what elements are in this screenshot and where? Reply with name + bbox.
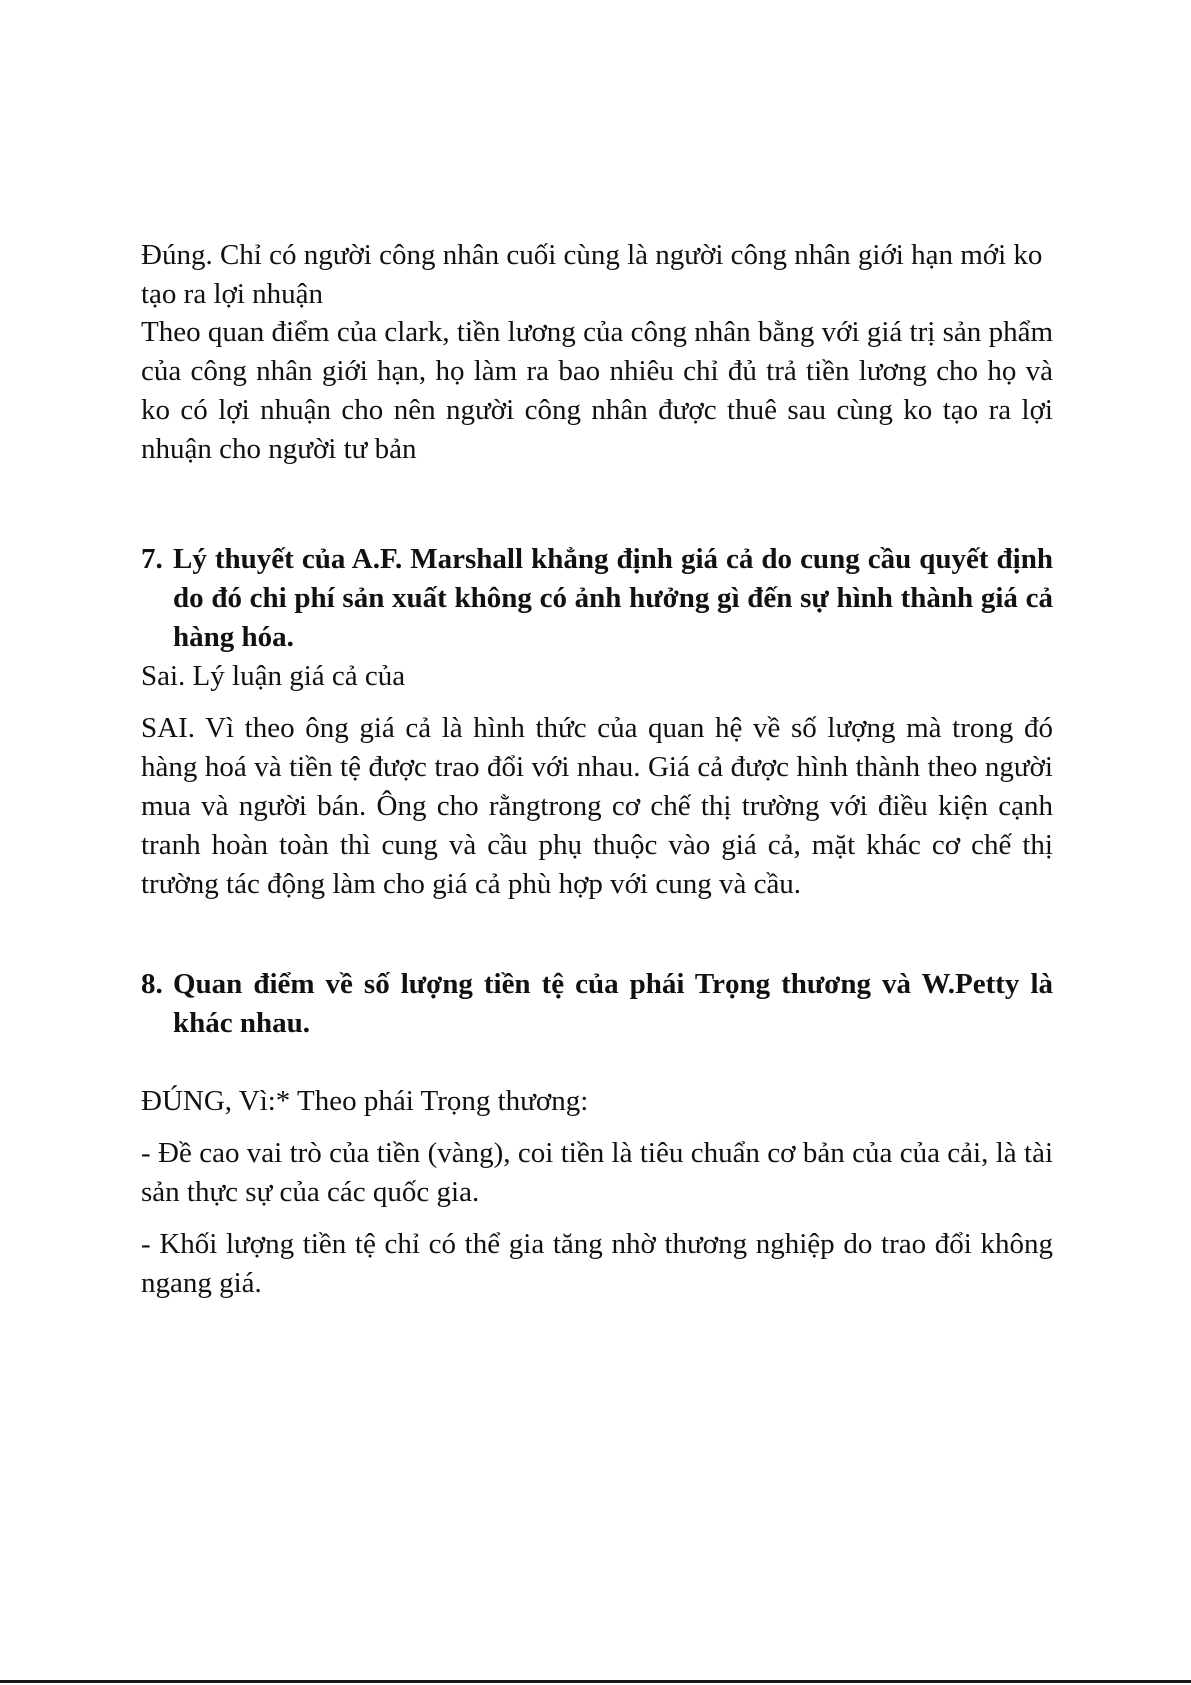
- section6-explanation: Theo quan điểm của clark, tiền lương của công nhân bằng với giá trị sản phẩm của công nhân giới hạn, họ làm ra bao nhiêu chỉ đủ trả tiền lương cho họ và ko có lợi nhuận cho nên người công nhân được thuê sau cùng ko tạo ra lợi nhuận cho người tư bản: [141, 316, 1053, 465]
- question-8-number: 8.: [141, 968, 163, 1000]
- question-7-short-answer: Sai. Lý luận giá cả của: [141, 660, 406, 692]
- section6-verdict: Đúng. Chỉ có người công nhân cuối cùng là người công nhân giới hạn mới ko tạo ra lợi nhuận: [141, 239, 1043, 310]
- question-7-explanation: SAI. Vì theo ông giá cả là hình thức của quan hệ về số lượng mà trong đó hàng hoá và tiền tệ được trao đổi với nhau. Giá cả được hình thành theo người mua và người bán. Ông cho rằngtrong cơ chế thị trường với điều kiện cạnh tranh hoàn toàn thì cung và cầu phụ thuộc vào giá cả, mặt khác cơ chế thị trường tác động làm cho giá cả phù hợp với cung và cầu.: [141, 712, 1053, 900]
- bottom-divider: [0, 1680, 1191, 1683]
- question-8-point: - Khối lượng tiền tệ chỉ có thể gia tăng nhờ thương nghiệp do trao đổi không ngang giá.: [141, 1228, 1053, 1299]
- question-8-answer-intro: ĐÚNG, Vì:* Theo phái Trọng thương:: [141, 1085, 589, 1117]
- question-8-heading: [141, 965, 1053, 1043]
- question-7-title: Lý thuyết của A.F. Marshall khẳng định giá cả do cung cầu quyết định do đó chi phí sản xuất không có ảnh hưởng gì đến sự hình thành giá cả hàng hóa.: [173, 543, 1053, 653]
- question-8-title: Quan điểm về số lượng tiền tệ của phái Trọng thương và W.Petty là khác nhau.: [173, 968, 1053, 1039]
- question-7-heading: [141, 540, 1053, 657]
- question-7-number: 7.: [141, 543, 163, 575]
- question-8-point: - Đề cao vai trò của tiền (vàng), coi tiền là tiêu chuẩn cơ bản của của cải, là tài sản thực sự của các quốc gia.: [141, 1137, 1053, 1208]
